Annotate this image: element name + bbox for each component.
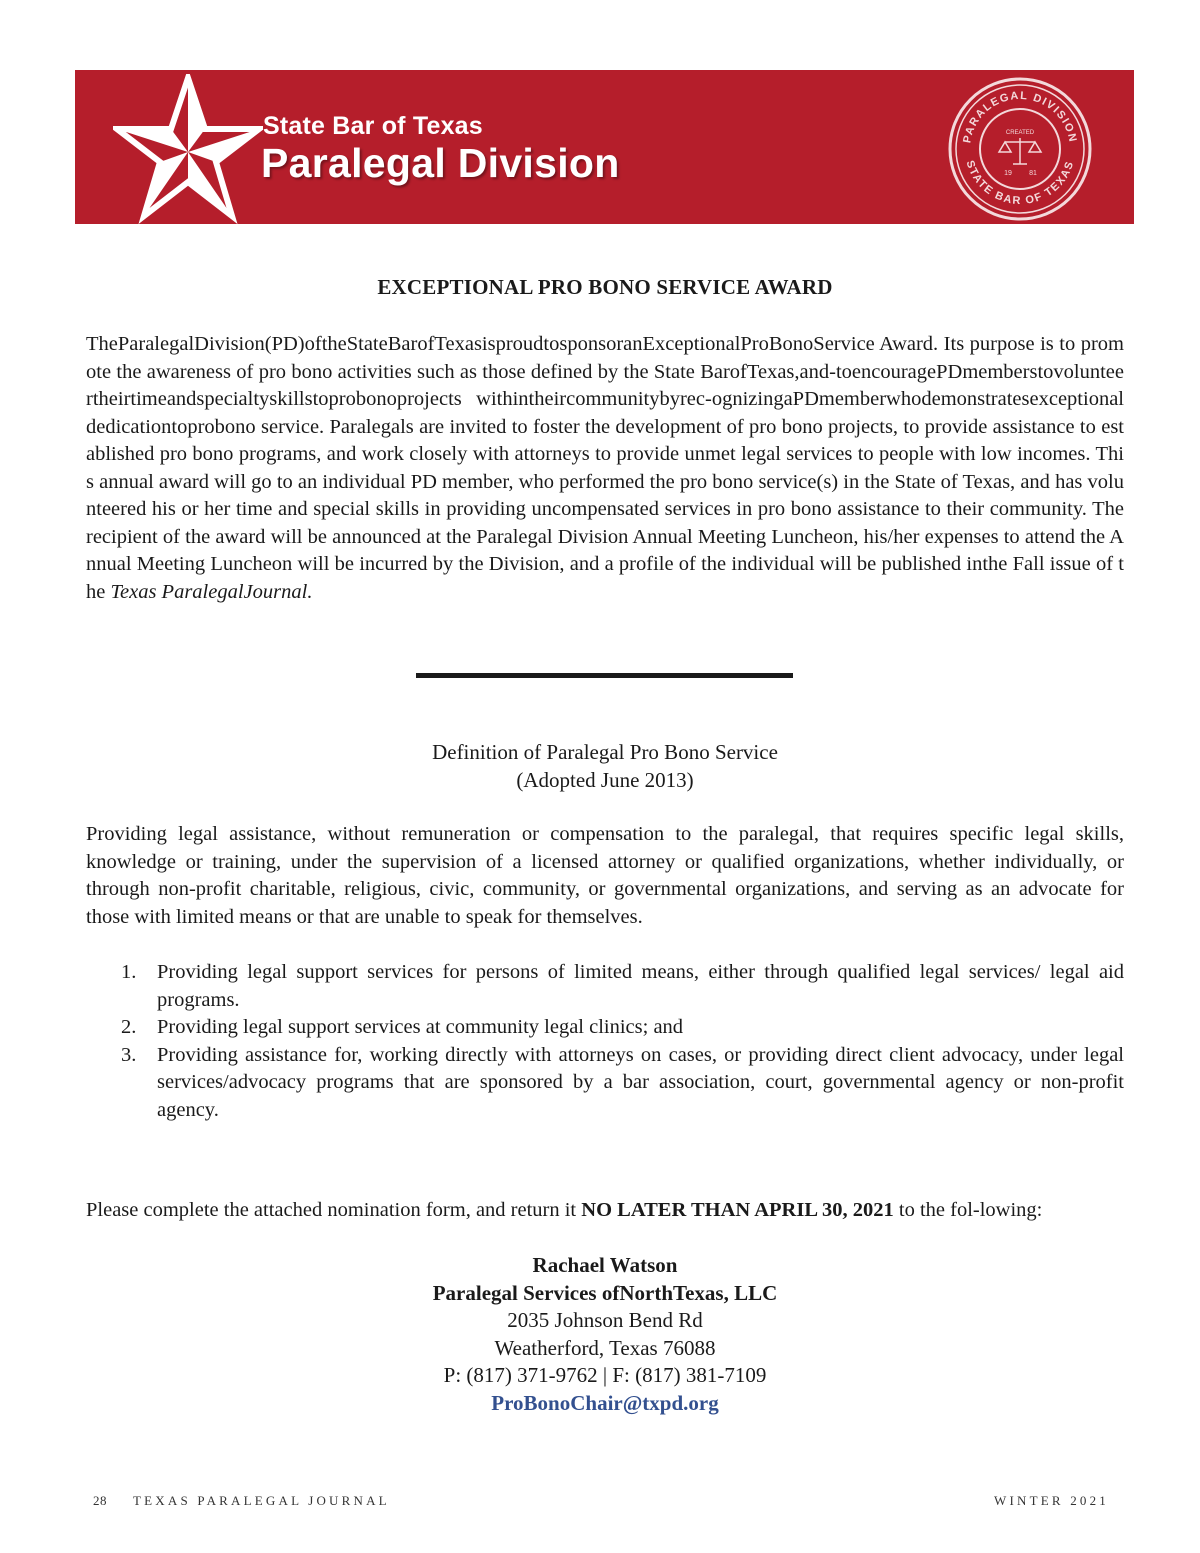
page-footer — [93, 1493, 1109, 1513]
contact-phone: P: (817) 371-9762 | F: (817) 381-7109 — [443, 1363, 767, 1387]
award-title: EXCEPTIONAL PRO BONO SERVICE AWARD — [377, 275, 833, 299]
footer-issue: WINTER 2021 — [994, 1493, 1109, 1508]
contact-address — [0, 1252, 1200, 1417]
list-item-text: Providing legal support services at community legal clinics; and — [157, 1016, 684, 1038]
texas-star-icon — [113, 74, 263, 224]
nomination-instructions — [86, 1197, 1124, 1225]
section-divider — [416, 673, 793, 678]
seal-bottom-text: STATE BAR OF TEXAS — [963, 159, 1077, 208]
contact-name: Rachael Watson — [532, 1253, 678, 1277]
nomination-deadline: NO LATER THAN APRIL 30, 2021 — [581, 1199, 894, 1221]
nomination-intro: Please complete the attached nomination form, and return it — [86, 1199, 582, 1221]
award-body: TheParalegalDivision(PD)oftheStateBarofTexasisproudtosponsoranExceptionalProBonoService Award. Its purpose is to promote the awareness of pro bono activities such as those defined by the State BarofTexas,and-toencouragePDmemberstovolunteertheirtimeandspecialtyskillstoprobonoprojects withintheircommunitybyrec-ognizingaPDmemberwhodemonstratesexceptionaldedicationtoprobono service. Paralegals are invited to foster the development of pro bono projects, to provide assistance to established pro bono programs, and work closely with attorneys to provide unmet legal services to people with low incomes. This annual award will go to an individual PD member, who performed the pro bono service(s) in the State of Texas, and has volunteered his or her time and special skills in providing uncompensated services in pro bono assistance to their community. The recipient of the award will be announced at the Paralegal Division Annual Meeting Luncheon, his/her expenses to attend the Annual Meeting Luncheon will be incurred by the Division, and a profile of the individual will be published inthe Fall issue of the — [86, 333, 1124, 603]
nomination-outro: to the fol-lowing: — [893, 1199, 1043, 1221]
seal-created-text: CREATED — [1005, 130, 1035, 136]
seal-year-left: 19 — [1004, 170, 1012, 177]
list-item-number: 3. — [121, 1043, 137, 1066]
definition-adopted: (Adopted June 2013) — [516, 768, 694, 792]
list-item-text: Providing assistance for, working directly with attorneys on cases, or providing direct client advocacy, under legal services/advocacy programs that are sponsored by a bar association, court, governmental agency or non-profit agency. — [157, 1043, 1124, 1121]
contact-company: Paralegal Services ofNorthTexas, LLC — [432, 1280, 778, 1305]
award-description — [86, 331, 1124, 606]
banner-title: Paralegal Division — [261, 140, 620, 186]
list-item — [86, 1042, 1124, 1125]
footer-journal: TEXAS PARALEGAL JOURNAL — [133, 1493, 390, 1508]
list-item-number: 2. — [121, 1016, 137, 1038]
list-item-text: Providing legal support services for persons of limited means, either through qualified legal services/ legal aid programs. — [157, 961, 1124, 1011]
seal-top-text: PARALEGAL DIVISION — [961, 89, 1079, 145]
list-item — [86, 959, 1124, 1014]
header-banner — [75, 70, 1134, 224]
definition-body: Providing legal assistance, without remuneration or compensation to the paralegal, that requires specific legal skills, knowledge or training, under the supervision of a licensed attorney or qualified organizations, whether individually, or through non-profit charitable, religious, civic, community, or governmental organizations, and serving as an advocate for those with limited means or that are unable to speak for themselves. — [86, 823, 1124, 928]
page-number: 28 — [93, 1493, 107, 1508]
definition-heading — [0, 738, 1200, 794]
contact-street: 2035 Johnson Bend Rd — [507, 1308, 703, 1332]
journal-name: Texas ParalegalJournal. — [110, 580, 313, 603]
banner-subtitle: State Bar of Texas — [263, 112, 483, 140]
definition-title: Definition of Paralegal Pro Bono Service — [432, 740, 778, 764]
division-seal — [947, 76, 1093, 222]
definition-list — [86, 959, 1124, 1124]
seal-year-right: 81 — [1029, 170, 1037, 177]
list-item-number: 1. — [121, 961, 137, 983]
contact-city: Weatherford, Texas 76088 — [494, 1335, 716, 1360]
contact-email-link[interactable]: ProBonoChair@txpd.org — [491, 1390, 719, 1415]
list-item — [86, 1014, 1124, 1042]
